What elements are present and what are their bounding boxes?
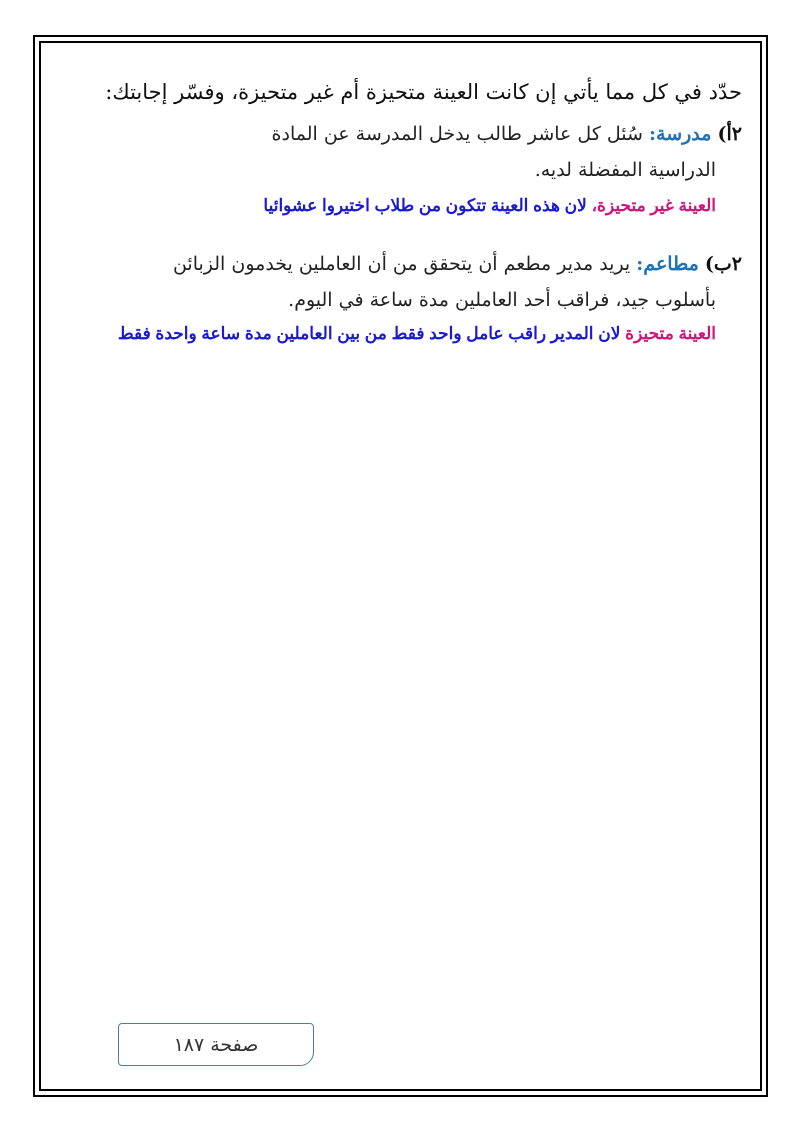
question-2b-text-line2: بأسلوب جيد، فراقب أحد العاملين مدة ساعة في اليوم. (288, 289, 716, 311)
question-2b-text-line1: يريد مدير مطعم أن يتحقق من أن العاملين يخدمون الزبائن (172, 253, 631, 275)
worksheet-content (60, 72, 742, 350)
question-2a-number: ٢أ) (717, 123, 742, 145)
question-2a (60, 116, 742, 222)
instruction-text: حدّد في كل مما يأتي إن كانت العينة متحيزة أم غير متحيزة، وفسّر إجابتك: (105, 80, 742, 104)
page-number-box (118, 1023, 314, 1066)
question-2a-line1 (60, 116, 742, 152)
question-2a-topic: مدرسة: (649, 123, 712, 145)
question-2b-number: ٢ب) (704, 253, 742, 275)
answer-2b (60, 318, 742, 350)
answer-2b-reason: لان المدير راقب عامل واحد فقط من بين العاملين مدة ساعة واحدة فقط (117, 324, 621, 343)
question-2a-text-line1: سُئل كل عاشر طالب يدخل المدرسة عن المادة (271, 123, 643, 145)
answer-2a-label: العينة غير متحيزة، (591, 196, 716, 215)
question-2b-topic: مطاعم: (636, 253, 699, 275)
answer-2a-reason: لان هذه العينة تتكون من طلاب اختيروا عشوائيا (263, 196, 587, 215)
question-2a-text-line2: الدراسية المفضلة لديه. (534, 159, 716, 181)
answer-2b-label: العينة متحيزة (625, 324, 716, 343)
question-2b-line1 (60, 246, 742, 282)
page-number-label: صفحة ١٨٧ (173, 1033, 259, 1056)
question-2b (60, 246, 742, 350)
answer-2a (60, 190, 742, 222)
